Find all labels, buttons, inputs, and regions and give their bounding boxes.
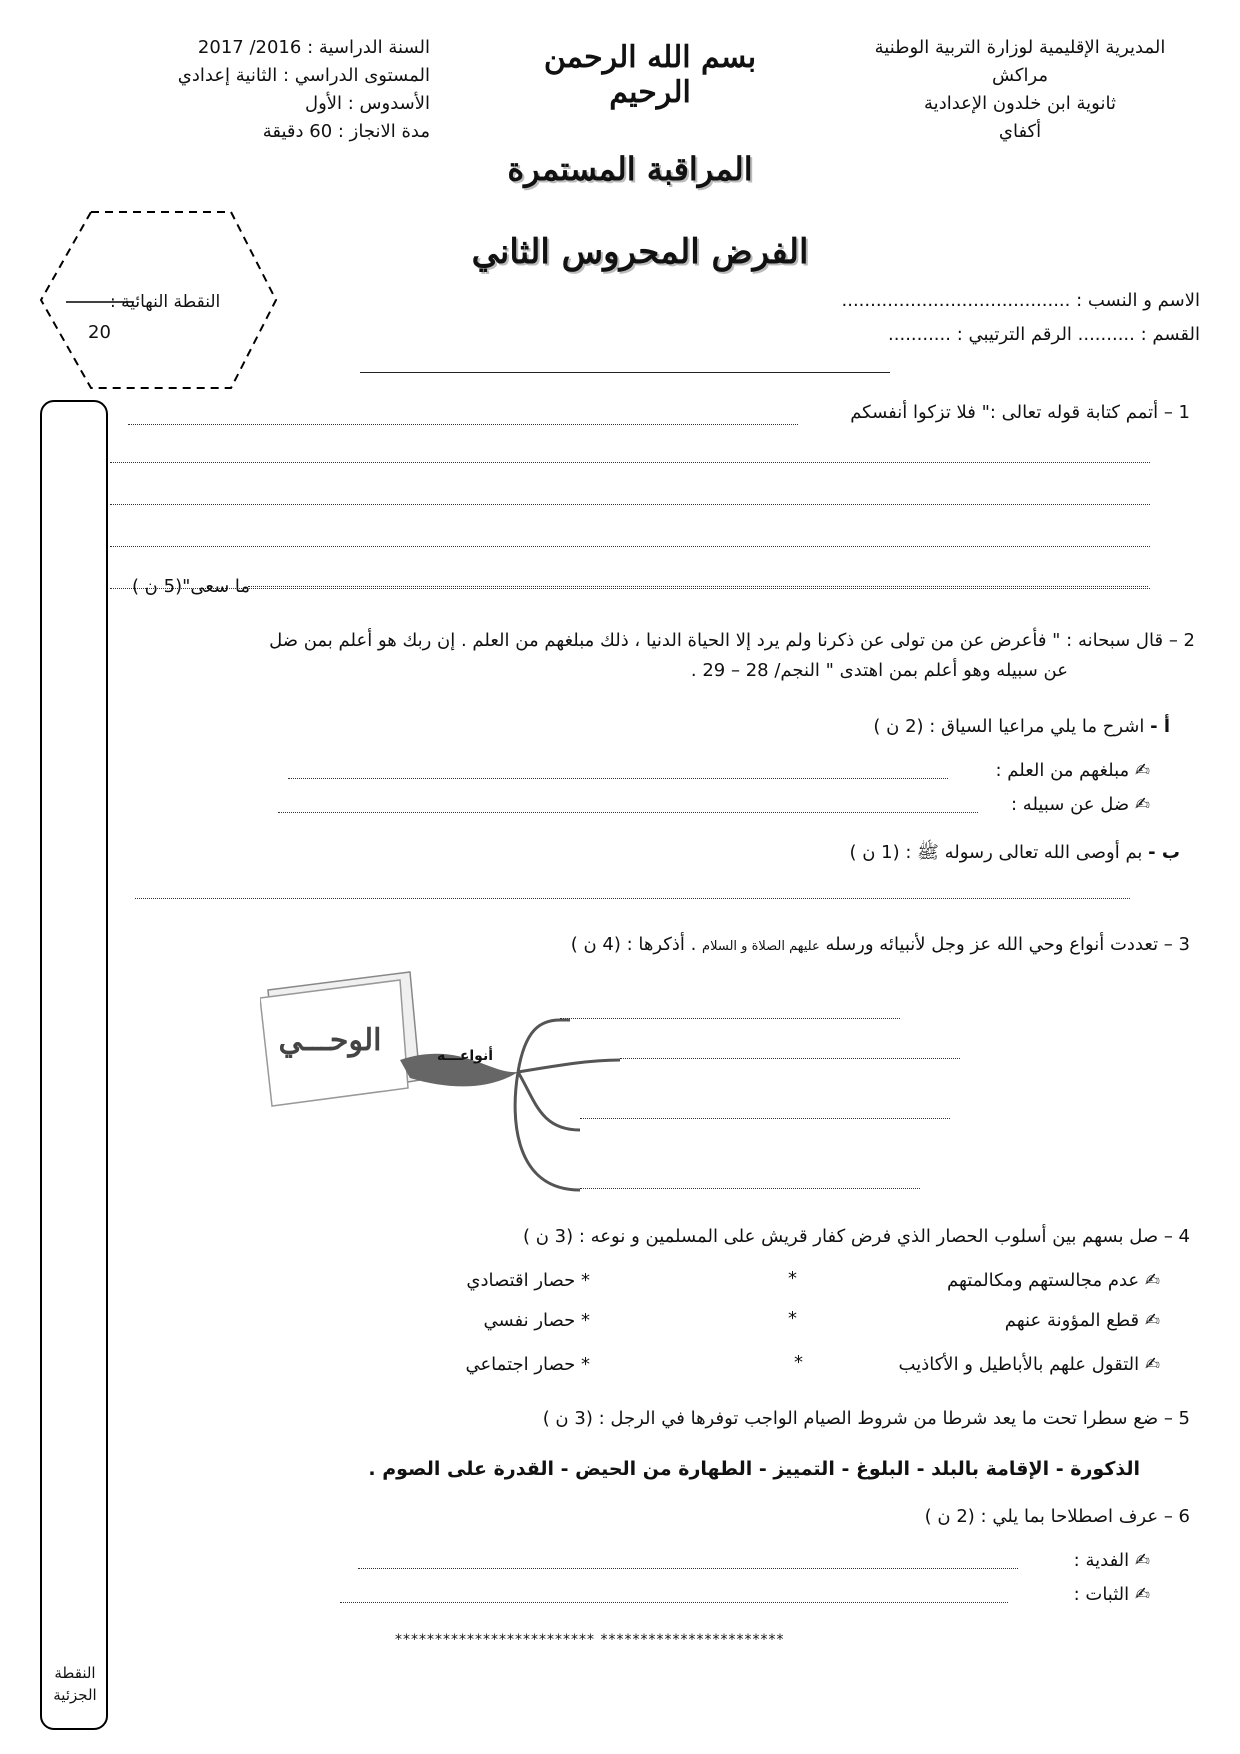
answer-line[interactable]	[110, 504, 1150, 505]
revelation-mindmap	[260, 950, 920, 1210]
duration: مدة الانجاز : 60 دقيقة	[262, 121, 430, 142]
mindmap-branch-label: أنواعـــه	[436, 1048, 494, 1064]
q6-item-1	[1074, 1546, 1150, 1576]
partial-score-column	[40, 400, 108, 1730]
q4-left-item-3-text: التقول علهم بالأباطيل و الأكاذيب	[898, 1354, 1140, 1375]
level: المستوى الدراسي : الثانية إعدادي	[177, 65, 430, 86]
q2a-text: اشرح ما يلي مراعيا السياق : (2 ن )	[873, 716, 1145, 737]
student-name-field[interactable]: الاسم و النسب : ........................................	[841, 290, 1200, 311]
q4-left-item-1-text: عدم مجالستهم ومكالمتهم	[947, 1270, 1140, 1291]
q2b-label: ب -	[1148, 842, 1180, 863]
final-score-total: 20	[88, 322, 111, 343]
pen-icon: ✍	[1134, 1584, 1150, 1605]
q3-end: . أذكرها : (4 ن )	[570, 934, 697, 955]
exam-info-header	[70, 34, 430, 146]
semester: الأسدوس : الأول	[304, 93, 430, 114]
q4-left-item-2[interactable]	[1005, 1306, 1160, 1336]
question-2b	[849, 838, 1180, 868]
q4-connector-dot[interactable]: *	[788, 1308, 797, 1329]
answer-line[interactable]	[135, 898, 1130, 899]
question-1-end: ما سعى"(5 ن )	[131, 576, 250, 597]
institution-header	[840, 34, 1200, 146]
q2a-label: أ -	[1150, 716, 1170, 737]
school-year: السنة الدراسية : 2016/ 2017	[197, 37, 430, 58]
fasting-conditions[interactable]: الذكورة - الإقامة بالبلد - البلوغ - التمييز - الطهارة من الحيض - القدرة على الصوم .	[368, 1458, 1140, 1480]
mindmap-center-label: الوحـــي	[278, 1023, 382, 1058]
q2a-item-1-text: مبلغهم من العلم :	[995, 760, 1130, 781]
answer-line[interactable]	[288, 778, 948, 779]
question-2-line2: عن سبيله وهو أعلم بمن اهتدى " النجم/ 28 – 29 .	[690, 660, 1068, 681]
q2a-item-2-text: ضل عن سبيله :	[1011, 794, 1130, 815]
q4-left-item-2-text: قطع المؤونة عنهم	[1004, 1310, 1140, 1331]
q4-right-item-2[interactable]: * حصار نفسي	[483, 1310, 590, 1331]
final-score-label: النقطة النهائية :	[110, 292, 221, 312]
partial-score-label	[42, 1662, 108, 1706]
city-line: مراكش	[991, 65, 1049, 86]
basmala: بسم الله الرحمن الرحيم	[543, 40, 757, 110]
partial-score-label-line1: النقطة	[54, 1664, 96, 1682]
school-line: ثانوية ابن خلدون الإعدادية	[924, 93, 1116, 114]
answer-line[interactable]	[278, 812, 978, 813]
q4-left-item-3[interactable]	[899, 1350, 1160, 1380]
answer-line[interactable]	[110, 462, 1150, 463]
page-title: المراقبة المستمرة	[507, 150, 753, 188]
q4-left-item-1[interactable]	[947, 1266, 1160, 1296]
q6-item-1-text: الفدية :	[1073, 1550, 1130, 1571]
pen-icon: ✍	[1134, 1550, 1150, 1571]
page-subtitle: الفرض المحروس الثاني	[471, 232, 809, 272]
answer-line[interactable]	[358, 1568, 1018, 1569]
partial-score-label-line2: الجزئية	[53, 1686, 97, 1704]
mindmap-answer-line[interactable]	[580, 1118, 950, 1119]
mindmap-answer-line[interactable]	[560, 1018, 900, 1019]
student-class-field[interactable]: القسم : .......... الرقم الترتيبي : ...........	[888, 324, 1200, 345]
q3-text: 3 – تعددت أنواع وحي الله عز وجل لأنبيائه ورسله	[825, 934, 1190, 955]
q3-honorific: عليهم الصلاة و السلام	[702, 939, 820, 954]
q4-connector-dot[interactable]: *	[794, 1352, 803, 1373]
question-2a	[873, 712, 1170, 742]
writing-hand-icon: ✍	[1144, 1310, 1160, 1331]
header-divider	[360, 372, 890, 373]
question-4: 4 – صل بسهم بين أسلوب الحصار الذي فرض كفار قريش على المسلمين و نوعه : (3 ن )	[522, 1226, 1190, 1247]
writing-hand-icon: ✍	[1144, 1354, 1160, 1375]
pen-icon: ✍	[1134, 760, 1150, 781]
q4-connector-dot[interactable]: *	[788, 1268, 797, 1289]
answer-line[interactable]	[110, 546, 1150, 547]
answer-line[interactable]	[128, 424, 798, 425]
q6-item-2	[1074, 1580, 1150, 1610]
answer-line[interactable]	[248, 586, 1148, 587]
mindmap-answer-line[interactable]	[620, 1058, 960, 1059]
answer-line[interactable]	[340, 1602, 1008, 1603]
q2b-text: بم أوصى الله تعالى رسوله ﷺ : (1 ن )	[849, 842, 1143, 863]
town-line: أكفاي	[998, 121, 1042, 142]
writing-hand-icon: ✍	[1144, 1270, 1160, 1291]
mindmap-answer-line[interactable]	[580, 1188, 920, 1189]
q2a-item-1	[995, 756, 1150, 786]
q6-item-2-text: الثبات :	[1073, 1584, 1130, 1605]
answer-line[interactable]	[110, 588, 1150, 589]
question-6: 6 – عرف اصطلاحا بما يلي : (2 ن )	[924, 1506, 1190, 1527]
directorate-line: المديرية الإقليمية لوزارة التربية الوطنية	[874, 37, 1166, 58]
question-5: 5 – ضع سطرا تحت ما يعد شرطا من شروط الصيام الواجب توفرها في الرجل : (3 ن )	[542, 1408, 1190, 1429]
question-1: 1 – أتمم كتابة قوله تعالى :" فلا تزكوا أنفسكم	[850, 402, 1190, 423]
q2a-item-2	[1011, 790, 1150, 820]
question-2: 2 – قال سبحانه : " فأعرض عن من تولى عن ذكرنا ولم يرد إلا الحياة الدنيا ، ذلك مبلغهم من العلم . إن ربك هو أعلم بمن ضل	[269, 630, 1195, 651]
q4-right-item-3[interactable]: * حصار اجتماعي	[465, 1354, 590, 1375]
q4-right-item-1[interactable]: * حصار اقتصادي	[466, 1270, 590, 1291]
footer-stars: ************************* ***********************	[395, 1632, 785, 1648]
pen-icon: ✍	[1134, 794, 1150, 815]
